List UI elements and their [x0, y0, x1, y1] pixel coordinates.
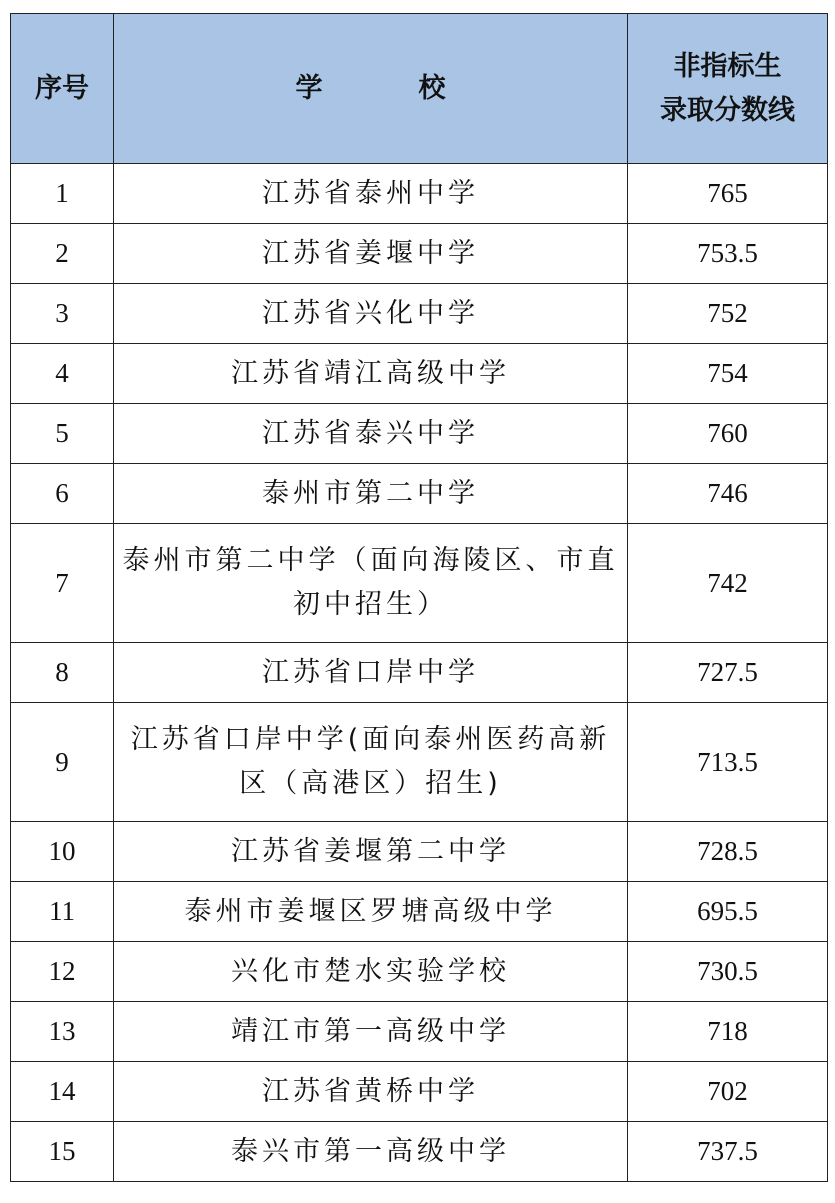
table-row	[11, 1062, 828, 1122]
score-value: 760	[628, 404, 828, 464]
admission-score-table	[10, 13, 828, 1182]
school-name-line-2: 区（高港区）招生)	[239, 768, 502, 799]
header-school	[114, 14, 628, 164]
row-number: 10	[11, 822, 114, 882]
table-row	[11, 164, 828, 224]
score-value: 737.5	[628, 1122, 828, 1182]
header-serial-number-label: 序号	[35, 72, 89, 104]
school-name: 泰兴市第一高级中学	[114, 1122, 628, 1182]
table-row	[11, 1002, 828, 1062]
header-score	[628, 14, 828, 164]
score-value: 742	[628, 524, 828, 643]
school-name: 靖江市第一高级中学	[114, 1002, 628, 1062]
table-header-row	[11, 14, 828, 164]
table-row	[11, 1122, 828, 1182]
score-value: 702	[628, 1062, 828, 1122]
school-name: 江苏省泰州中学	[114, 164, 628, 224]
table-row	[11, 464, 828, 524]
row-number: 4	[11, 344, 114, 404]
row-number: 1	[11, 164, 114, 224]
score-value: 713.5	[628, 703, 828, 822]
school-name: 江苏省黄桥中学	[114, 1062, 628, 1122]
score-value: 765	[628, 164, 828, 224]
header-serial-number	[11, 14, 114, 164]
school-name: 江苏省泰兴中学	[114, 404, 628, 464]
school-name: 泰州市姜堰区罗塘高级中学	[114, 882, 628, 942]
table-row	[11, 524, 828, 643]
row-number: 2	[11, 224, 114, 284]
table-row	[11, 284, 828, 344]
score-value: 728.5	[628, 822, 828, 882]
row-number: 9	[11, 703, 114, 822]
school-name	[114, 703, 628, 822]
school-name: 江苏省姜堰第二中学	[114, 822, 628, 882]
table-row	[11, 643, 828, 703]
header-score-line-2: 录取分数线	[660, 94, 795, 126]
score-value: 695.5	[628, 882, 828, 942]
table-row	[11, 703, 828, 822]
school-name	[114, 524, 628, 643]
row-number: 6	[11, 464, 114, 524]
score-value: 746	[628, 464, 828, 524]
table-row	[11, 344, 828, 404]
row-number: 13	[11, 1002, 114, 1062]
school-name: 江苏省口岸中学	[114, 643, 628, 703]
row-number: 11	[11, 882, 114, 942]
school-name-line-1: 泰州市第二中学（面向海陵区、市直	[122, 545, 619, 576]
table-row	[11, 882, 828, 942]
school-name: 兴化市楚水实验学校	[114, 942, 628, 1002]
row-number: 8	[11, 643, 114, 703]
score-value: 718	[628, 1002, 828, 1062]
school-name: 江苏省兴化中学	[114, 284, 628, 344]
header-school-char-1: 学	[295, 72, 323, 104]
row-number: 12	[11, 942, 114, 1002]
header-score-line-1: 非指标生	[673, 50, 782, 82]
row-number: 7	[11, 524, 114, 643]
school-name: 泰州市第二中学	[114, 464, 628, 524]
header-school-char-2: 校	[418, 72, 446, 104]
score-value: 752	[628, 284, 828, 344]
row-number: 15	[11, 1122, 114, 1182]
row-number: 14	[11, 1062, 114, 1122]
score-value: 727.5	[628, 643, 828, 703]
table-row	[11, 822, 828, 882]
score-value: 753.5	[628, 224, 828, 284]
school-name: 江苏省姜堰中学	[114, 224, 628, 284]
table-row	[11, 404, 828, 464]
score-value: 754	[628, 344, 828, 404]
row-number: 5	[11, 404, 114, 464]
table-row	[11, 224, 828, 284]
school-name-line-2: 初中招生）	[293, 589, 448, 620]
row-number: 3	[11, 284, 114, 344]
school-name: 江苏省靖江高级中学	[114, 344, 628, 404]
school-name-line-1: 江苏省口岸中学(面向泰州医药高新	[130, 724, 611, 755]
score-value: 730.5	[628, 942, 828, 1002]
table-row	[11, 942, 828, 1002]
